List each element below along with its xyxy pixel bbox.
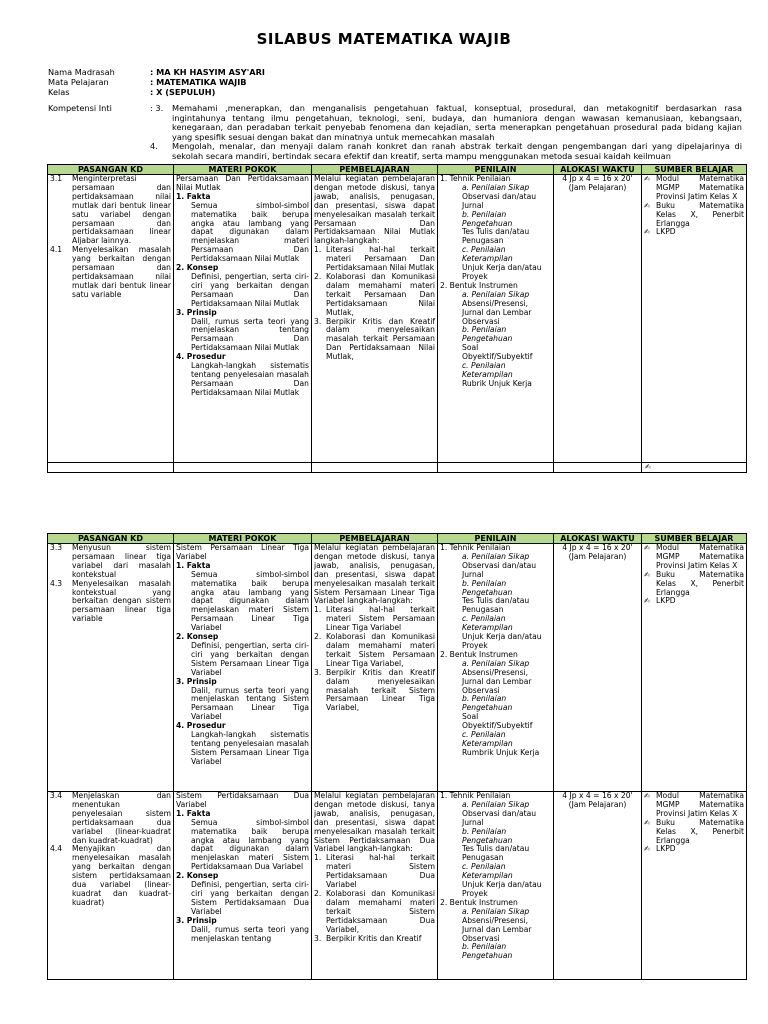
sumber-item <box>644 792 744 819</box>
sumber-text: Buku Matematika Kelas X, Penerbit Erlangga <box>656 817 744 845</box>
sumber-text: Modul Matematika MGMP Matematika Provinsi Jatim Kelas X <box>656 174 744 201</box>
penilaian-line: a. Penilaian Sikap <box>462 906 530 916</box>
pembelajaran-step <box>314 633 435 669</box>
penilaian-line: a. Penilaian Sikap <box>462 289 530 299</box>
penilaian-line: Unjuk Kerja dan/atau Proyek <box>462 632 542 650</box>
materi-heading: 1. Fakta <box>176 560 211 570</box>
alokasi-cell: 4 Jp x 4 = 16 x 20' (Jam Pelajaran) <box>554 175 642 463</box>
penilaian-line: a. Penilaian Sikap <box>462 182 530 192</box>
pembelajaran-intro: Melalui kegiatan pembelajaran dengan metode diskusi, tanya jawab, analisis, penugasan, dan presentasi, siswa dapat menyelesaikan masalah terkait Sistem Persamaan Linear Tiga Variabel langkah-langkah: <box>314 543 435 606</box>
sumber-text: Buku Matematika Kelas X, Penerbit Erlangga <box>656 200 744 228</box>
bullet-icon: ✍ <box>645 463 651 471</box>
kd-text: Menginterpretasi persamaan dan pertidaksamaan nilai mutlak dari bentuk linear satu variabel dengan persamaan dan pertidaksamaan linear Aljabar lainnya. <box>72 174 171 246</box>
bullet-icon: ✍ <box>644 570 650 579</box>
penilaian-line: Tes Tulis dan/atau Penugasan <box>462 844 530 863</box>
empty-cell <box>438 463 554 473</box>
kd-text: Menyelesaikan masalah kontekstual yang berkaitan dengan sistem persamaan linear tiga variable <box>72 578 171 624</box>
pembelajaran-step <box>314 854 435 890</box>
step-number: 2. <box>314 888 322 898</box>
kompetensi-inti-label: Kompetensi Inti <box>48 103 112 113</box>
materi-cell <box>174 792 312 980</box>
materi-heading: 3. Prinsip <box>176 915 217 925</box>
materi-heading: 1. Fakta <box>176 191 211 201</box>
materi-title: Sistem Pertidaksamaan Dua Variabel <box>176 791 309 809</box>
kd-number: 3.1 <box>50 174 63 183</box>
step-text: Kolaborasi dan Komunikasi dalam memahami materi terkait Sistem Persamaan Linear Tiga Variabel, <box>326 632 435 668</box>
empty-cell <box>312 463 438 473</box>
bullet-icon: ✍ <box>644 201 650 210</box>
penilaian-line: Rumbrik Unjuk Kerja <box>462 747 540 757</box>
table-header-row <box>48 165 747 175</box>
bullet-icon: ✍ <box>644 175 650 183</box>
bullet-icon: ✍ <box>644 845 650 854</box>
kd-number: 4.1 <box>50 245 63 255</box>
kompetensi-inti-text: Memahami ,menerapkan, dan menganalisis pengetahuan faktual, konseptual, prosedural, dan metakognitif berdasarkan rasa ingintahunya tentang ilmu pengetahuan, teknologi, seni, budaya, dan humaniora dengan wawasan kemanusiaan, kebangsaan, kenegaraan, dan peradaban terkait penyebab fenomena dan kejadian, serta menerapkan pengetahuan prosedural pada bidang kajian yang spesifik sesuai dengan bakat dan minatnya untuk memecahkan masalah <box>172 103 742 142</box>
sumber-cell <box>642 544 747 792</box>
penilaian-cell <box>438 792 554 980</box>
materi-body: Dalil, rumus serta teori yang menjelaskan tentang Persamaan Dan Pertidaksamaan Nilai Mutlak <box>191 316 309 353</box>
table-header-row <box>48 534 747 544</box>
penilaian-line: Absensi/Presensi, Jurnal dan Lembar Observasi <box>462 667 532 695</box>
materi-body: Langkah-langkah sistematis tentang penyelesaian masalah Sistem Persamaan Linear Tiga Variabel <box>191 730 309 766</box>
pembelajaran-step <box>314 890 435 935</box>
kd-item <box>50 246 171 299</box>
penilaian-line: c. Penilaian Keterampilan <box>462 614 513 633</box>
table-row <box>48 792 747 980</box>
penilaian-line: b. Penilaian Pengetahuan <box>462 578 513 597</box>
column-header: ALOKASI WAKTU <box>554 534 642 544</box>
kd-number: 3.4 <box>50 791 63 800</box>
syllabus-table-2 <box>47 533 747 980</box>
kd-cell <box>48 175 174 463</box>
penilaian-line: b. Penilaian Pengetahuan <box>462 209 513 228</box>
penilaian-line: c. Penilaian Keterampilan <box>462 361 513 379</box>
pembelajaran-step <box>314 246 435 273</box>
column-header: SUMBER BELAJAR <box>642 534 747 544</box>
kompetensi-inti-item <box>150 104 742 142</box>
penilaian-line: b. Penilaian Pengetahuan <box>462 942 513 961</box>
identity-value: : MATEMATIKA WAJIB <box>150 77 247 87</box>
bullet-icon: ✍ <box>644 597 650 606</box>
bullet-icon: ✍ <box>644 818 650 827</box>
sumber-cell <box>642 792 747 980</box>
kompetensi-inti-list <box>150 104 742 162</box>
column-header: PEMBELAJARAN <box>312 165 438 175</box>
materi-body: Dalil, rumus serta teori yang menjelaskan tentang <box>191 924 309 943</box>
step-text: Berpikir Kritis dan Kreatif dalam menyelesaikan masalah terkait Persamaan Dan Pertidaksamaan Nilai Mutlak, <box>326 316 435 362</box>
identity-row <box>48 87 265 97</box>
kompetensi-inti-number: 4. <box>150 141 158 152</box>
alokasi-cell: 4 Jp x 4 = 16 x 20' (Jam Pelajaran) <box>554 792 642 980</box>
kd-item <box>50 580 171 625</box>
identity-row <box>48 67 265 77</box>
penilaian-line: c. Penilaian Keterampilan <box>462 730 513 748</box>
materi-cell <box>174 544 312 792</box>
pembelajaran-step <box>314 273 435 318</box>
penilaian-line: a. Penilaian Sikap <box>462 799 530 809</box>
materi-heading: 4. Prosedur <box>176 352 226 362</box>
penilaian-line: 2. Bentuk Instrumen <box>440 649 518 659</box>
sumber-item <box>644 597 744 606</box>
step-text: Literasi hal-hal terkait materi Sistem Pertidaksamaan Dua Variabel <box>326 853 435 890</box>
penilaian-line: Unjuk Kerja dan/atau Proyek <box>462 880 542 898</box>
sumber-item <box>644 845 744 854</box>
identity-key: Mata Pelajaran <box>48 77 109 87</box>
sumber-item <box>644 175 744 202</box>
sumber-text: Buku Matematika Kelas X, Penerbit Erlangga <box>656 569 744 597</box>
kd-text: Menyajikan dan menyelesaikan masalah yang berkaitan dengan sistem pertidaksamaan dua variabel (linear-kuadrat dan kuadrat-kuadrat) <box>72 844 171 907</box>
penilaian-line: Tes Tulis dan/atau Penugasan <box>462 227 530 246</box>
pembelajaran-step <box>314 935 435 944</box>
materi-heading: 3. Prinsip <box>176 307 217 317</box>
pembelajaran-cell <box>312 544 438 792</box>
materi-cell <box>174 175 312 463</box>
step-number: 1. <box>314 605 322 615</box>
materi-heading: 2. Konsep <box>176 263 219 273</box>
sumber-item <box>644 819 744 846</box>
penilaian-line: a. Penilaian Sikap <box>462 658 530 668</box>
sumber-cell <box>642 175 747 463</box>
sumber-item <box>644 571 744 598</box>
step-number: 3. <box>314 933 322 943</box>
column-header: MATERI POKOK <box>174 534 312 544</box>
column-header: SUMBER BELAJAR <box>642 165 747 175</box>
materi-body: Langkah-langkah sistematis tentang penyelesaian masalah Persamaan Dan Pertidaksamaan Nilai Mutlak <box>191 361 309 397</box>
kompetensi-inti-item <box>150 142 742 161</box>
kd-text: Menjelaskan dan menentukan penyelesaian sistem pertidaksamaan dua variabel (linear-kuadrat dan kuadrat-kuadrat) <box>72 791 171 845</box>
table-row-empty <box>48 463 747 473</box>
pembelajaran-step <box>314 606 435 633</box>
syllabus-table-1 <box>47 164 747 473</box>
bullet-icon: ✍ <box>644 792 650 800</box>
kd-cell <box>48 544 174 792</box>
kd-number: 4.4 <box>50 844 63 854</box>
kompetensi-inti-number: : 3. <box>150 103 164 113</box>
penilaian-line: Absensi/Presensi, Jurnal dan Lembar Observasi <box>462 298 532 326</box>
penilaian-cell <box>438 544 554 792</box>
penilaian-line: 2. Bentuk Instrumen <box>440 280 518 290</box>
step-text: Kolaborasi dan Komunikasi dalam memahami materi terkait Persamaan Dan Pertidaksamaan Nilai Mutlak, <box>326 271 435 317</box>
penilaian-line: Rubrik Unjuk Kerja <box>462 378 532 388</box>
pembelajaran-intro: Melalui kegiatan pembelajaran dengan metode diskusi, tanya jawab, analisis, penugasan, dan presentasi, siswa dapat menyelesaikan masalah terkait Persamaan Dan Pertidaksamaan Nilai Mutlak langkah-langkah: <box>314 174 435 246</box>
materi-body: Semua simbol-simbol matematika baik berupa angka atau lambang yang dapat digunakan dalam menjelaskan materi Sistem Persamaan Linear Tiga Variabel <box>191 569 309 633</box>
column-header: MATERI POKOK <box>174 165 312 175</box>
bullet-icon: ✍ <box>644 228 650 237</box>
penilaian-line: b. Penilaian Pengetahuan <box>462 325 513 344</box>
penilaian-line: 2. Bentuk Instrumen <box>440 897 518 907</box>
penilaian-line: 1. Tehnik Penilaian <box>440 791 511 800</box>
pembelajaran-cell <box>312 175 438 463</box>
materi-body: Definisi, pengertian, serta ciri-ciri yang berkaitan dengan Sistem Persamaan Linear Tiga Variabel <box>191 640 309 677</box>
empty-cell <box>642 463 747 473</box>
kd-item <box>50 792 171 845</box>
materi-body: Definisi, pengertian, serta ciri-ciri yang berkaitan dengan Sistem Pertidaksamaan Dua Variabel <box>191 880 309 916</box>
empty-cell <box>554 463 642 473</box>
sumber-text: Modul Matematika MGMP Matematika Provinsi Jatim Kelas X <box>656 543 744 570</box>
column-header: PENILAIN <box>438 165 554 175</box>
step-number: 3. <box>314 316 322 326</box>
identity-key: Nama Madrasah <box>48 67 115 77</box>
sumber-text: LKPD <box>656 227 676 237</box>
step-number: 3. <box>314 667 322 677</box>
column-header: PENILAIN <box>438 534 554 544</box>
penilaian-line: 1. Tehnik Penilaian <box>440 174 511 183</box>
materi-body: Semua simbol-simbol matematika baik berupa angka atau lambang yang dapat digunakan dalam menjelaskan materi Sistem Pertidaksamaan Dua Variabel <box>191 817 309 872</box>
step-text: Literasi hal-hal terkait materi Persamaan Dan Pertidaksamaan Nilai Mutlak <box>326 245 435 273</box>
kd-number: 3.3 <box>50 543 63 552</box>
sumber-text: LKPD <box>656 596 676 606</box>
sumber-item <box>644 544 744 571</box>
materi-title: Sistem Persamaan Linear Tiga Variabel <box>176 543 309 561</box>
kd-item <box>50 845 171 907</box>
step-number: 2. <box>314 271 322 281</box>
pembelajaran-step <box>314 669 435 714</box>
step-number: 1. <box>314 853 322 863</box>
table-row <box>48 175 747 463</box>
penilaian-line: Soal Obyektif/Subyektif <box>462 712 533 731</box>
step-text: Kolaborasi dan Komunikasi dalam memahami materi terkait Sistem Pertidaksamaan Dua Variabel, <box>326 888 435 934</box>
kd-item <box>50 175 171 246</box>
materi-heading: 2. Konsep <box>176 632 219 642</box>
penilaian-line: a. Penilaian Sikap <box>462 551 530 561</box>
materi-heading: 1. Fakta <box>176 808 211 818</box>
identity-value: : X (SEPULUH) <box>150 87 216 97</box>
penilaian-line: c. Penilaian Keterampilan <box>462 245 513 264</box>
sumber-item <box>644 228 744 237</box>
penilaian-line: Tes Tulis dan/atau Penugasan <box>462 596 530 615</box>
identity-row <box>48 77 265 87</box>
step-number: 2. <box>314 632 322 642</box>
penilaian-line: Observasi dan/atau Jurnal <box>462 560 537 579</box>
pembelajaran-step <box>314 318 435 363</box>
penilaian-line: c. Penilaian Keterampilan <box>462 862 513 881</box>
kd-number: 4.3 <box>50 578 63 588</box>
penilaian-line: b. Penilaian Pengetahuan <box>462 694 513 713</box>
empty-cell <box>174 463 312 473</box>
materi-title: Persamaan Dan Pertidaksamaan Nilai Mutlak <box>176 174 309 192</box>
step-text: Berpikir Kritis dan Kreatif <box>326 933 422 943</box>
pembelajaran-intro: Melalui kegiatan pembelajaran dengan metode diskusi, tanya jawab, analisis, penugasan, dan presentasi, siswa dapat menyelesaikan masalah terkait Sistem Pertidaksamaan Dua Variabel langkah-langkah: <box>314 791 435 854</box>
materi-body: Dalil, rumus serta teori yang menjelaskan tentang Sistem Persamaan Linear Tiga Variabel <box>191 685 309 722</box>
penilaian-line: b. Penilaian Pengetahuan <box>462 826 513 845</box>
materi-heading: 2. Konsep <box>176 871 219 881</box>
bullet-icon: ✍ <box>644 544 650 552</box>
column-header: PASANGAN KD <box>48 165 174 175</box>
alokasi-cell: 4 Jp x 4 = 16 x 20' (Jam Pelajaran) <box>554 544 642 792</box>
table-row <box>48 544 747 792</box>
penilaian-line: 1. Tehnik Penilaian <box>440 543 511 552</box>
penilaian-line: Absensi/Presensi, Jurnal dan Lembar Observasi <box>462 915 532 943</box>
step-number: 1. <box>314 245 322 255</box>
column-header: PEMBELAJARAN <box>312 534 438 544</box>
penilaian-line: Observasi dan/atau Jurnal <box>462 191 537 210</box>
pembelajaran-cell <box>312 792 438 980</box>
kompetensi-inti-text: Mengolah, menalar, dan menyaji dalam ranah konkret dan ranah abstrak terkait dengan pengembangan dari yang dipelajarinya di sekolah secara mandiri, bertindak secara efektif dan kreatif, serta mampu menggunakan metoda sesuai kaidah keilmuan <box>172 141 742 161</box>
kd-text: Menyusun sistem persamaan linear tiga variabel dari masalah kontekstual <box>72 543 171 579</box>
sumber-item <box>644 202 744 229</box>
materi-heading: 3. Prinsip <box>176 676 217 686</box>
kd-item <box>50 544 171 580</box>
kd-text: Menyelesaikan masalah yang berkaitan dengan persamaan dan pertidaksamaan nilai mutlak dari bentuk linear satu variable <box>72 245 171 299</box>
document-title: SILABUS MATEMATIKA WAJIB <box>256 30 512 48</box>
materi-body: Semua simbol-simbol matematika baik berupa angka atau lambang yang dapat digunakan dalam menjelaskan materi Persamaan Dan Pertidaksamaan Nilai Mutlak <box>191 200 309 264</box>
empty-cell <box>48 463 174 473</box>
materi-heading: 4. Prosedur <box>176 721 226 731</box>
sumber-text: Modul Matematika MGMP Matematika Provinsi Jatim Kelas X <box>656 791 744 818</box>
penilaian-cell <box>438 175 554 463</box>
step-text: Berpikir Kritis dan Kreatif dalam menyelesaikan masalah terkait Sistem Persamaan Linear Tiga Variabel, <box>326 667 435 713</box>
penilaian-line: Soal Obyektif/Subyektif <box>462 343 533 362</box>
column-header: PASANGAN KD <box>48 534 174 544</box>
penilaian-line: Unjuk Kerja dan/atau Proyek <box>462 263 542 281</box>
materi-body: Definisi, pengertian, serta ciri-ciri yang berkaitan dengan Persamaan Dan Pertidaksamaan Nilai Mutlak <box>191 271 309 308</box>
sumber-text: LKPD <box>656 844 676 854</box>
identity-value: : MA KH HASYIM ASY'ARI <box>150 67 265 77</box>
identity-key: Kelas <box>48 87 70 97</box>
kd-cell <box>48 792 174 980</box>
column-header: ALOKASI WAKTU <box>554 165 642 175</box>
penilaian-line: Observasi dan/atau Jurnal <box>462 808 537 827</box>
step-text: Literasi hal-hal terkait materi Sistem Persamaan Linear Tiga Variabel <box>326 605 435 633</box>
identity-block <box>48 67 265 97</box>
